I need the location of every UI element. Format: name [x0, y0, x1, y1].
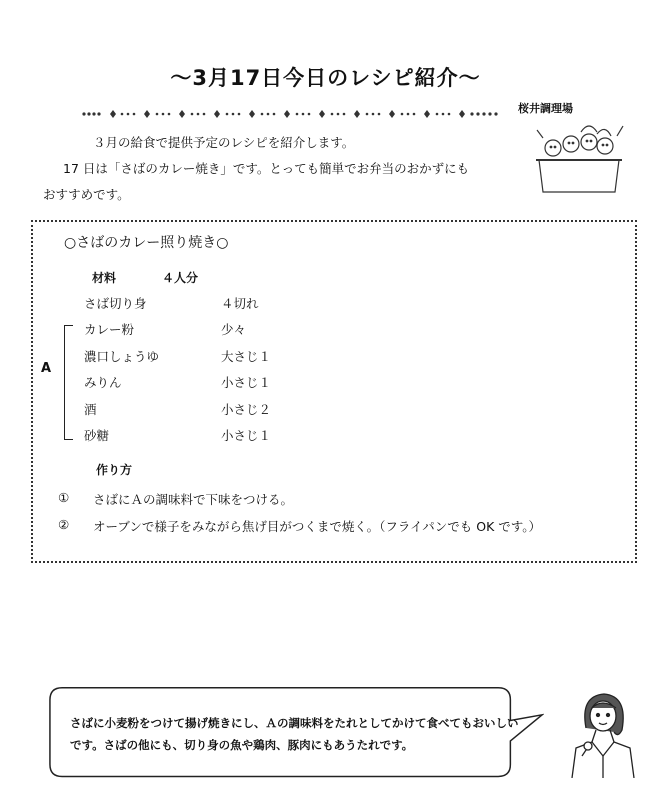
step-text: さばにＡの調味料で下味をつける。 [93, 492, 294, 507]
kitchen-credit: 桜井調理場 [518, 102, 573, 115]
seasoning-name: みりん [84, 375, 122, 390]
group-label-a: A [41, 361, 52, 376]
materials-label: 材料 [92, 271, 117, 285]
seasoning-amount: 大さじ１ [221, 349, 272, 364]
intro-line: おすすめです。 [43, 187, 130, 202]
seasoning-name: 酒 [84, 402, 97, 417]
ingredient-name: さば切り身 [84, 296, 147, 311]
intro-line: ３月の給食で提供予定のレシピを紹介します。 [93, 135, 355, 150]
step-number: ② [58, 517, 70, 532]
seasoning-amount: 小さじ１ [221, 375, 272, 390]
bubble-text: さばに小麦粉をつけて揚げ焼きにし、Ａの調味料をたれとしてかけて食べてもおいしいです。さばの他にも、切り身の魚や鶏肉、豚肉にもあうたれです。 [70, 716, 519, 752]
staff-woman-illustration [568, 686, 638, 778]
seasoning-amount: 小さじ１ [221, 428, 272, 443]
recipe-box [31, 220, 637, 563]
cooking-children-illustration [533, 118, 625, 196]
step-text: オーブンで様子をみながら焦げ目がつくまで焼く。（フライパンでも OK です。） [93, 519, 541, 534]
seasoning-name: 砂糖 [84, 428, 110, 443]
decorative-divider [80, 108, 510, 120]
method-label: 作り方 [96, 463, 133, 477]
page-title: ～3月17日今日のレシピ紹介～ [170, 66, 481, 90]
recipe-title: ○さばのカレー照り焼き○ [64, 235, 229, 251]
group-bracket [64, 325, 73, 440]
ingredient-amount: ４切れ [221, 296, 259, 311]
servings-label: ４人分 [162, 271, 199, 285]
seasoning-amount: 少々 [221, 322, 247, 337]
intro-line: 17 日は「さばのカレー焼き」です。とっても簡単でお弁当のおかずにも [63, 161, 470, 176]
seasoning-name: カレー粉 [84, 322, 135, 337]
seasoning-name: 濃口しょうゆ [84, 349, 160, 364]
step-number: ① [58, 490, 70, 505]
seasoning-amount: 小さじ２ [221, 402, 272, 417]
